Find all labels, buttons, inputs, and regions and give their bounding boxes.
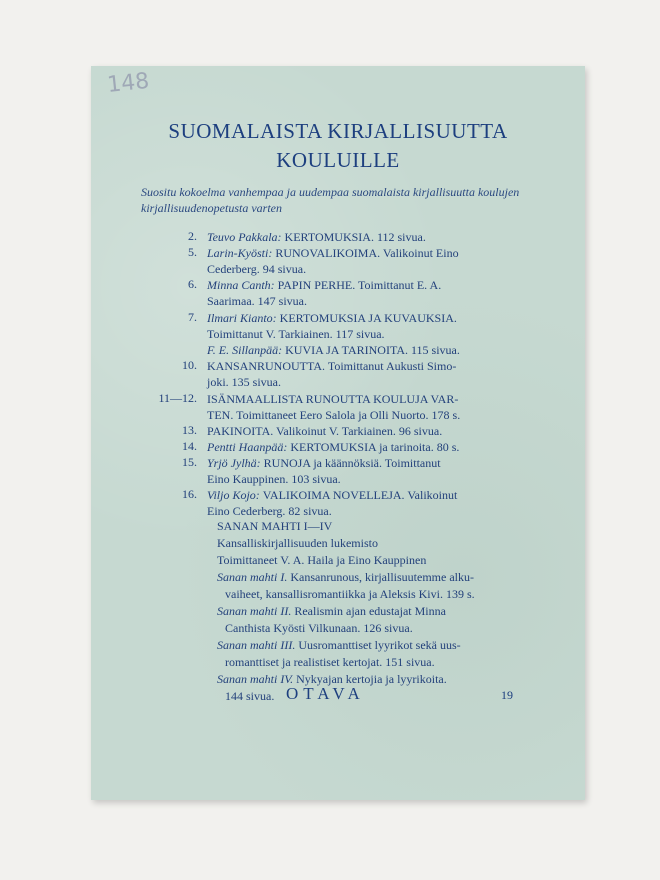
- entry-line-2: TEN. Toimittaneet Eero Salola ja Olli Nuorto. 178 s.: [207, 408, 461, 422]
- entry-line-1: KERTOMUKSIA. 112 sivua.: [284, 230, 426, 244]
- sanan-item: [217, 671, 537, 705]
- sanan-sub2: Toimittaneet V. A. Haila ja Eino Kauppinen: [217, 553, 427, 567]
- title-line-1: SUOMALAISTA KIRJALLISUUTTA: [168, 119, 508, 143]
- entry-line-1: PAKINOITA. Valikoinut V. Tarkiainen. 96 sivua.: [207, 424, 443, 438]
- entry-line-1: RUNOVALIKOIMA. Valikoinut Eino: [275, 246, 459, 260]
- entry-line-2: joki. 135 sivua.: [207, 375, 281, 389]
- entry-text: [207, 310, 547, 342]
- entry-number: 16.: [182, 487, 197, 501]
- entry-number: 5.: [188, 245, 197, 259]
- entry-line-1: VALIKOIMA NOVELLEJA. Valikoinut: [262, 488, 458, 502]
- entry-line-2: Saarimaa. 147 sivua.: [207, 294, 307, 308]
- sanan-item-line-1: Realismin ajan edustajat Minna: [294, 604, 446, 618]
- sanan-item-line-1: Uusromanttiset lyyrikot sekä uus-: [298, 638, 461, 652]
- sanan-item: [217, 603, 537, 637]
- sanan-items: [217, 569, 537, 705]
- entry-text: [207, 391, 547, 423]
- entry-number: 11—12.: [158, 391, 197, 405]
- sanan-sub1: Kansalliskirjallisuuden lukemisto: [217, 536, 378, 550]
- intro-text: Suositu kokoelma vanhempaa ja uudempaa suomalaista kirjallisuutta koulujen kirjallisuudenopetusta varten: [141, 185, 520, 215]
- sanan-heading: SANAN MAHTI I—IV: [217, 519, 333, 533]
- entry-line-1: PAPIN PERHE. Toimittanut E. A.: [277, 278, 442, 292]
- entry-text: [207, 358, 547, 390]
- entry-author: Teuvo Pakkala:: [207, 230, 285, 244]
- sanan-item-line-1: Kansanrunous, kirjallisuutemme alku-: [290, 570, 474, 584]
- entry-text: [207, 277, 547, 309]
- sanan-item: [217, 569, 537, 603]
- entry-author: Minna Canth:: [207, 278, 278, 292]
- entry-line-2: Eino Kauppinen. 103 sivua.: [207, 472, 341, 486]
- entry-author: Yrjö Jylhä:: [207, 456, 264, 470]
- entry-number: 6.: [188, 277, 197, 291]
- book-cover: [91, 66, 585, 800]
- entry-line-1: KANSANRUNOUTTA. Toimittanut Aukusti Simo-: [207, 359, 457, 373]
- sanan-item-title: Sanan mahti II.: [217, 604, 295, 618]
- entry-author: Ilmari Kianto:: [207, 311, 280, 325]
- sanan-item-line-2: romanttiset ja realistiset kertojat. 151 sivua.: [225, 655, 435, 669]
- entry-author: Larin-Kyösti:: [207, 246, 276, 260]
- sanan-item-line-2: vaiheet, kansallisromantiikka ja Aleksis Kivi. 139 s.: [225, 587, 475, 601]
- entry-number: 13.: [182, 423, 197, 437]
- entry-line-1: RUNOJA ja käännöksiä. Toimittanut: [263, 456, 441, 470]
- entry-number: 7.: [188, 310, 197, 324]
- sanan-mahti-section: [217, 518, 537, 705]
- title-line-2: KOULUILLE: [276, 148, 400, 172]
- publisher: OTAVA: [286, 684, 365, 703]
- sanan-item-title: Sanan mahti I.: [217, 570, 291, 584]
- sanan-item-line-2: Canthista Kyösti Vilkunaan. 126 sivua.: [225, 621, 413, 635]
- sanan-item: [217, 637, 537, 671]
- entry-text: [207, 455, 547, 487]
- entry-author: Pentti Haanpää:: [207, 440, 291, 454]
- pencil-note: 148: [106, 68, 151, 99]
- page-number: 19: [501, 688, 513, 702]
- entry-number: 15.: [182, 455, 197, 469]
- entry-line-1: ISÄNMAALLISTA RUNOUTTA KOULUJA VAR-: [207, 392, 459, 406]
- entry-text: [207, 229, 547, 245]
- entry-author: Viljo Kojo:: [207, 488, 263, 502]
- sanan-item-line-2: 144 sivua.: [225, 689, 275, 703]
- entry-line-1: KERTOMUKSIA JA KUVAUKSIA.: [279, 311, 457, 325]
- entry-author: F. E. Sillanpää:: [207, 343, 286, 357]
- entry-line-1: KUVIA JA TARINOITA. 115 sivua.: [285, 343, 460, 357]
- entry-text: [207, 423, 547, 439]
- entry-line-2: Cederberg. 94 sivua.: [207, 262, 307, 276]
- entry-text: [207, 439, 547, 455]
- entry-line-1: KERTOMUKSIA ja tarinoita. 80 s.: [290, 440, 460, 454]
- entry-number: 14.: [182, 439, 197, 453]
- entry-text: [207, 342, 547, 358]
- entry-line-2: Eino Cederberg. 82 sivua.: [207, 504, 332, 518]
- entry-text: [207, 487, 547, 519]
- entry-line-2: Toimittanut V. Tarkiainen. 117 sivua.: [207, 327, 385, 341]
- entry-number: 2.: [188, 229, 197, 243]
- sanan-item-title: Sanan mahti III.: [217, 638, 299, 652]
- sanan-item-line-1: Nykyajan kertojia ja lyyrikoita.: [296, 672, 447, 686]
- entry-number: 10.: [182, 358, 197, 372]
- sanan-item-title: Sanan mahti IV.: [217, 672, 297, 686]
- entry-text: [207, 245, 547, 277]
